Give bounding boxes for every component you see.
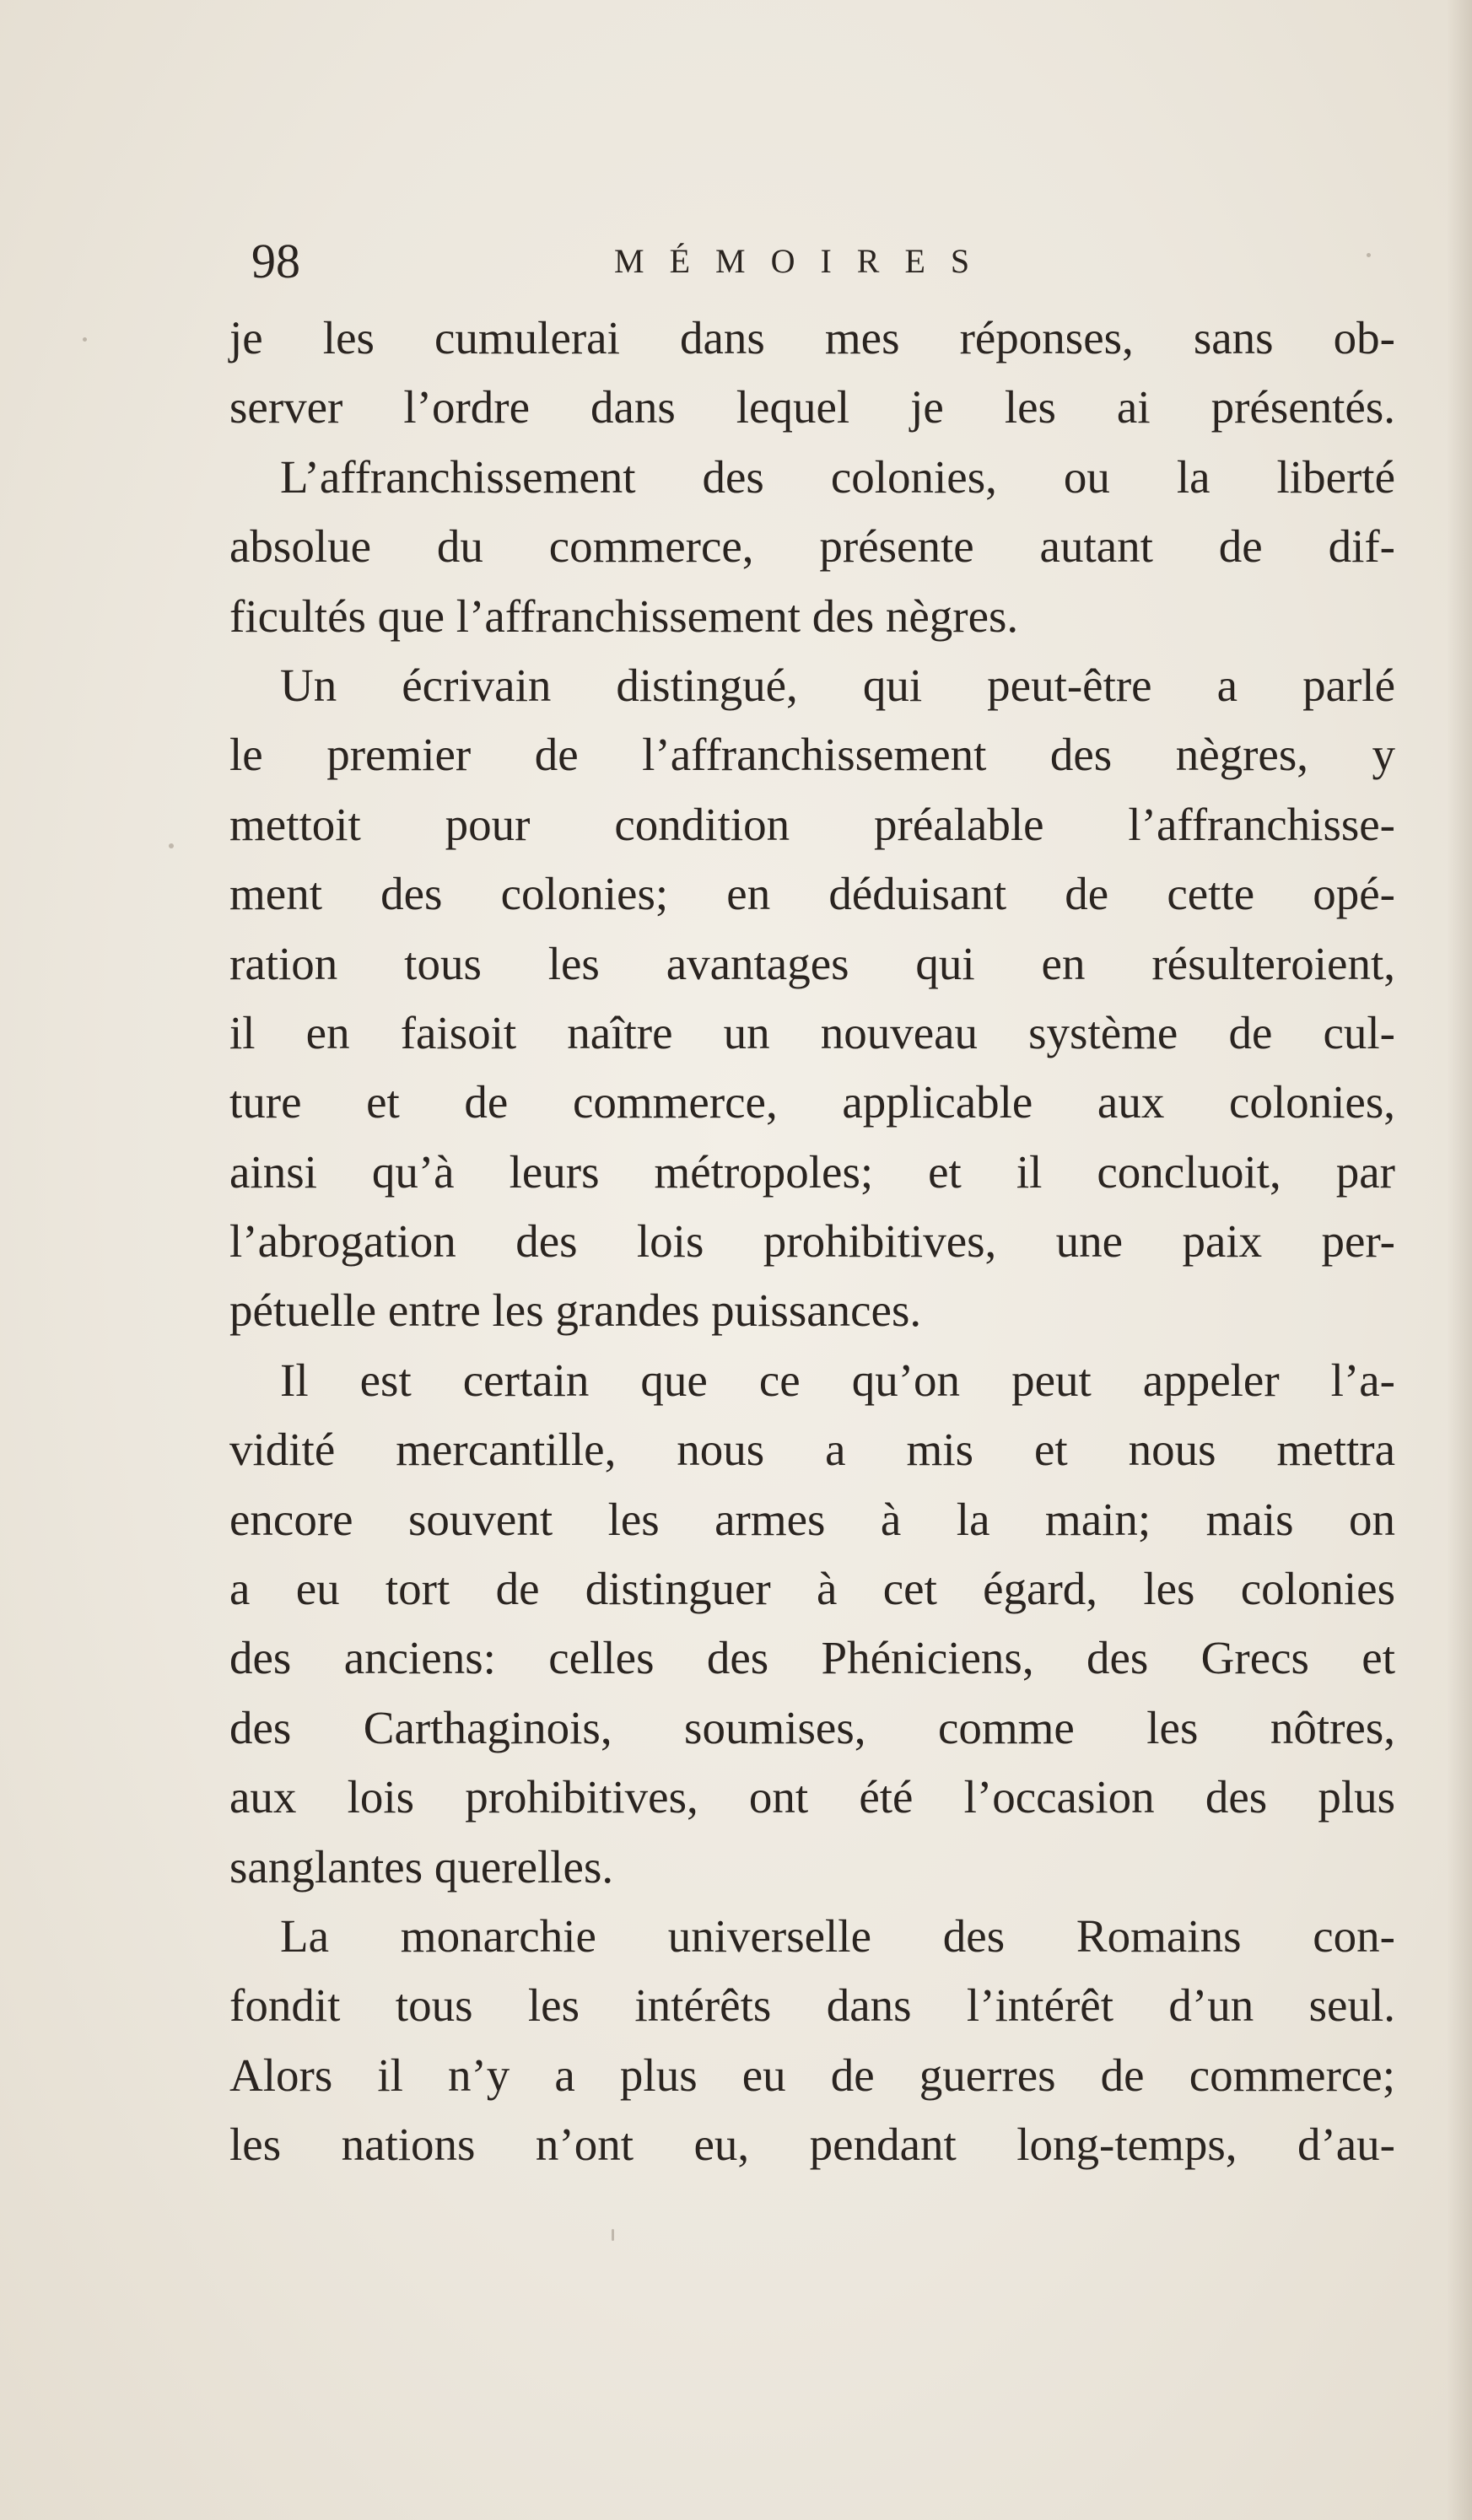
paper-speck bbox=[1367, 253, 1371, 257]
paragraph-start-line: Un écrivain distingué, qui peut-être a parlé bbox=[280, 659, 1395, 711]
page-edge-shadow bbox=[1447, 0, 1472, 2520]
text-line: les nations n’ont eu, pendant long-temps, d’au- bbox=[229, 2119, 1395, 2171]
text-line: fondit tous les intérêts dans l’intérêt d’un seul. bbox=[229, 1979, 1395, 2032]
text-line: ration tous les avantages qui en résulteroient, bbox=[229, 937, 1395, 989]
text-line: aux lois prohibitives, ont été l’occasion des plus bbox=[229, 1771, 1395, 1823]
paper-speck bbox=[612, 2229, 614, 2241]
text-line: ficultés que l’affranchissement des nègres. bbox=[229, 590, 1019, 642]
text-line: ture et de commerce, applicable aux colonies, bbox=[229, 1076, 1395, 1128]
paragraph-start-line: Il est certain que ce qu’on peut appeler l’a- bbox=[280, 1354, 1395, 1406]
text-line: il en faisoit naître un nouveau système de cul- bbox=[229, 1006, 1395, 1058]
text-line: server l’ordre dans lequel je les ai présentés. bbox=[229, 381, 1395, 433]
text-line: ainsi qu’à leurs métropoles; et il concluoit, par bbox=[229, 1145, 1395, 1198]
paper-speck bbox=[169, 843, 174, 848]
text-line: encore souvent les armes à la main; mais on bbox=[229, 1493, 1395, 1545]
body-text bbox=[229, 304, 1395, 2180]
text-line: Alors il n’y a plus eu de guerres de commerce; bbox=[229, 2049, 1395, 2101]
text-line: vidité mercantille, nous a mis et nous mettra bbox=[229, 1424, 1395, 1476]
text-line: des Carthaginois, soumises, comme les nôtres, bbox=[229, 1701, 1395, 1753]
text-line: absolue du commerce, présente autant de dif- bbox=[229, 520, 1395, 573]
text-line: pétuelle entre les grandes puissances. bbox=[229, 1284, 922, 1337]
text-line: je les cumulerai dans mes réponses, sans ob- bbox=[229, 312, 1395, 363]
text-line: l’abrogation des lois prohibitives, une paix per- bbox=[229, 1215, 1395, 1268]
paper-speck bbox=[83, 337, 87, 342]
text-line: a eu tort de distinguer à cet égard, les colonies bbox=[229, 1563, 1395, 1615]
text-line: ment des colonies; en déduisant de cette opé- bbox=[229, 868, 1395, 920]
text-line: le premier de l’affranchissement des nègres, y bbox=[229, 729, 1395, 781]
text-line: mettoit pour condition préalable l’affranchisse- bbox=[229, 798, 1395, 850]
running-title: MÉMOIRES bbox=[614, 242, 995, 280]
running-head bbox=[251, 228, 1373, 295]
page-number: 98 bbox=[251, 234, 300, 288]
text-line: sanglantes querelles. bbox=[229, 1840, 614, 1893]
text-line: des anciens: celles des Phéniciens, des Grecs et bbox=[229, 1632, 1395, 1684]
paragraph-start-line: L’affranchissement des colonies, ou la liberté bbox=[280, 450, 1395, 503]
paragraph-start-line: La monarchie universelle des Romains con- bbox=[280, 1909, 1395, 1962]
